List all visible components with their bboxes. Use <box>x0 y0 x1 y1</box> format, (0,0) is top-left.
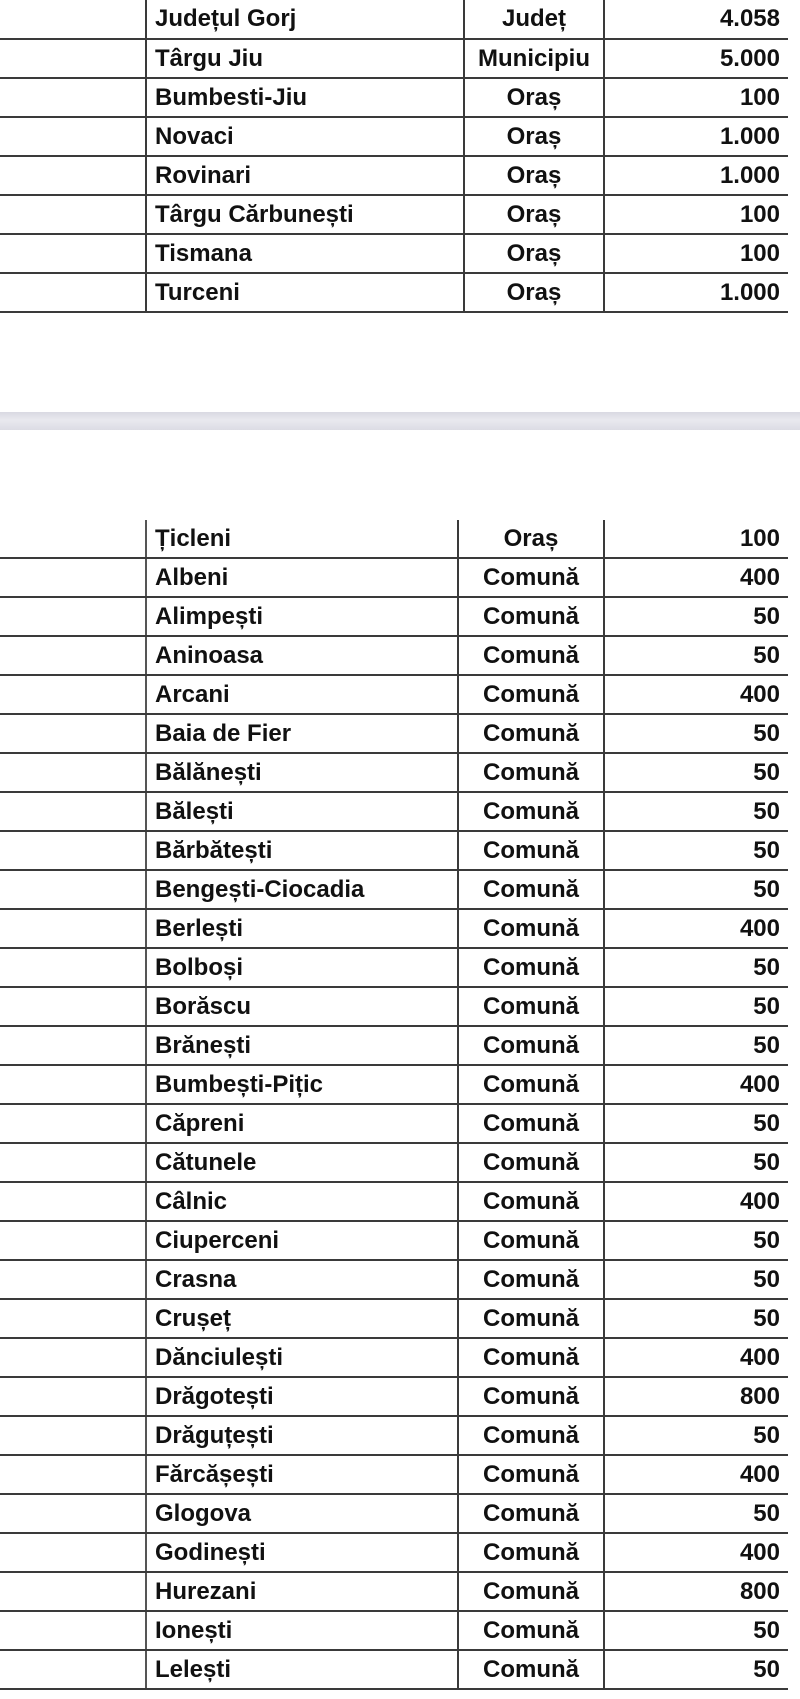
row-margin-cell <box>0 1572 146 1611</box>
row-margin-cell <box>0 1533 146 1572</box>
table-row <box>0 156 788 195</box>
allocation-value-cell: 400 <box>604 1182 788 1221</box>
document-page-top <box>0 0 800 318</box>
allocation-value-cell: 400 <box>604 675 788 714</box>
allocation-value-cell: 400 <box>604 909 788 948</box>
locality-type-cell: Oraș <box>464 117 604 156</box>
table-row <box>0 636 788 675</box>
locality-type-cell: Comună <box>458 558 604 597</box>
table-row <box>0 273 788 312</box>
locality-type-cell: Comună <box>458 1494 604 1533</box>
table-row <box>0 1338 788 1377</box>
row-margin-cell <box>0 792 146 831</box>
locality-type-cell: Comună <box>458 948 604 987</box>
row-margin-cell <box>0 987 146 1026</box>
locality-type-cell: Comună <box>458 1572 604 1611</box>
allocation-value-cell: 50 <box>604 1260 788 1299</box>
allocation-value-cell: 4.058 <box>604 0 788 39</box>
locality-name-cell: Turceni <box>146 273 464 312</box>
locality-name-cell: Rovinari <box>146 156 464 195</box>
table-row <box>0 520 788 558</box>
table-row <box>0 714 788 753</box>
table-row <box>0 1494 788 1533</box>
allocation-table-bottom <box>0 520 788 1690</box>
allocation-value-cell: 50 <box>604 1143 788 1182</box>
row-margin-cell <box>0 78 146 117</box>
row-margin-cell <box>0 1143 146 1182</box>
locality-type-cell: Comună <box>458 1455 604 1494</box>
table-row <box>0 1455 788 1494</box>
page-separator <box>0 412 800 430</box>
row-margin-cell <box>0 1065 146 1104</box>
row-margin-cell <box>0 273 146 312</box>
locality-name-cell: Bolboși <box>146 948 458 987</box>
table-row <box>0 1143 788 1182</box>
locality-name-cell: Baia de Fier <box>146 714 458 753</box>
locality-type-cell: Comună <box>458 714 604 753</box>
locality-type-cell: Comună <box>458 1299 604 1338</box>
allocation-value-cell: 1.000 <box>604 156 788 195</box>
locality-name-cell: Fărcășești <box>146 1455 458 1494</box>
row-margin-cell <box>0 1377 146 1416</box>
locality-type-cell: Comună <box>458 1533 604 1572</box>
table-row <box>0 1533 788 1572</box>
locality-name-cell: Drăguțești <box>146 1416 458 1455</box>
locality-name-cell: Județul Gorj <box>146 0 464 39</box>
row-margin-cell <box>0 1299 146 1338</box>
allocation-value-cell: 50 <box>604 870 788 909</box>
table-row <box>0 909 788 948</box>
allocation-value-cell: 50 <box>604 1611 788 1650</box>
allocation-value-cell: 400 <box>604 1338 788 1377</box>
locality-type-cell: Comună <box>458 1611 604 1650</box>
locality-type-cell: Oraș <box>464 195 604 234</box>
row-margin-cell <box>0 0 146 39</box>
table-row <box>0 117 788 156</box>
locality-type-cell: Comună <box>458 1377 604 1416</box>
table-row <box>0 597 788 636</box>
locality-name-cell: Ciuperceni <box>146 1221 458 1260</box>
locality-name-cell: Novaci <box>146 117 464 156</box>
locality-name-cell: Berlești <box>146 909 458 948</box>
allocation-value-cell: 400 <box>604 1065 788 1104</box>
allocation-value-cell: 50 <box>604 1416 788 1455</box>
allocation-value-cell: 1.000 <box>604 273 788 312</box>
locality-type-cell: Comună <box>458 831 604 870</box>
locality-name-cell: Drăgotești <box>146 1377 458 1416</box>
locality-name-cell: Câlnic <box>146 1182 458 1221</box>
locality-type-cell: Comună <box>458 1260 604 1299</box>
locality-type-cell: Municipiu <box>464 39 604 78</box>
table-row <box>0 753 788 792</box>
locality-name-cell: Bălești <box>146 792 458 831</box>
allocation-value-cell: 50 <box>604 987 788 1026</box>
row-margin-cell <box>0 1182 146 1221</box>
locality-name-cell: Bumbești-Pițic <box>146 1065 458 1104</box>
locality-name-cell: Bălănești <box>146 753 458 792</box>
table-row <box>0 1377 788 1416</box>
locality-name-cell: Târgu Jiu <box>146 39 464 78</box>
row-margin-cell <box>0 675 146 714</box>
locality-name-cell: Ionești <box>146 1611 458 1650</box>
allocation-value-cell: 400 <box>604 1455 788 1494</box>
row-margin-cell <box>0 1611 146 1650</box>
row-margin-cell <box>0 597 146 636</box>
locality-name-cell: Cătunele <box>146 1143 458 1182</box>
locality-type-cell: Comună <box>458 1182 604 1221</box>
allocation-value-cell: 50 <box>604 1026 788 1065</box>
allocation-value-cell: 400 <box>604 1533 788 1572</box>
table-row <box>0 39 788 78</box>
allocation-table-top <box>0 0 788 313</box>
row-margin-cell <box>0 1104 146 1143</box>
allocation-value-cell: 50 <box>604 753 788 792</box>
table-row <box>0 558 788 597</box>
locality-type-cell: Comună <box>458 1221 604 1260</box>
table-row <box>0 0 788 39</box>
document-page-bottom <box>0 520 800 1699</box>
locality-name-cell: Crușeț <box>146 1299 458 1338</box>
locality-type-cell: Comună <box>458 753 604 792</box>
row-margin-cell <box>0 753 146 792</box>
locality-type-cell: Oraș <box>464 78 604 117</box>
locality-type-cell: Comună <box>458 1026 604 1065</box>
allocation-value-cell: 1.000 <box>604 117 788 156</box>
table-row <box>0 1221 788 1260</box>
row-margin-cell <box>0 636 146 675</box>
row-margin-cell <box>0 39 146 78</box>
locality-name-cell: Bărbătești <box>146 831 458 870</box>
locality-type-cell: Comună <box>458 1338 604 1377</box>
locality-name-cell: Crasna <box>146 1260 458 1299</box>
table-row <box>0 1260 788 1299</box>
table-row <box>0 675 788 714</box>
allocation-value-cell: 50 <box>604 1650 788 1689</box>
allocation-value-cell: 800 <box>604 1377 788 1416</box>
allocation-value-cell: 50 <box>604 1104 788 1143</box>
locality-type-cell: Comună <box>458 1416 604 1455</box>
locality-type-cell: Comună <box>458 597 604 636</box>
table-row <box>0 1104 788 1143</box>
locality-name-cell: Hurezani <box>146 1572 458 1611</box>
allocation-value-cell: 50 <box>604 831 788 870</box>
table-row <box>0 1650 788 1689</box>
locality-name-cell: Arcani <box>146 675 458 714</box>
row-margin-cell <box>0 1338 146 1377</box>
locality-name-cell: Târgu Cărbunești <box>146 195 464 234</box>
table-row <box>0 1611 788 1650</box>
row-margin-cell <box>0 831 146 870</box>
row-margin-cell <box>0 714 146 753</box>
locality-type-cell: Oraș <box>464 273 604 312</box>
allocation-value-cell: 50 <box>604 948 788 987</box>
locality-name-cell: Godinești <box>146 1533 458 1572</box>
locality-type-cell: Comună <box>458 1650 604 1689</box>
locality-type-cell: Comună <box>458 987 604 1026</box>
allocation-value-cell: 800 <box>604 1572 788 1611</box>
locality-type-cell: Comună <box>458 636 604 675</box>
row-margin-cell <box>0 1221 146 1260</box>
allocation-value-cell: 100 <box>604 195 788 234</box>
row-margin-cell <box>0 1650 146 1689</box>
locality-name-cell: Aninoasa <box>146 636 458 675</box>
locality-name-cell: Căpreni <box>146 1104 458 1143</box>
table-row <box>0 1065 788 1104</box>
locality-type-cell: Comună <box>458 1065 604 1104</box>
allocation-value-cell: 5.000 <box>604 39 788 78</box>
table-row <box>0 831 788 870</box>
table-row <box>0 987 788 1026</box>
table-row <box>0 792 788 831</box>
row-margin-cell <box>0 156 146 195</box>
locality-name-cell: Alimpești <box>146 597 458 636</box>
table-row <box>0 948 788 987</box>
locality-type-cell: Comună <box>458 792 604 831</box>
row-margin-cell <box>0 948 146 987</box>
allocation-value-cell: 50 <box>604 792 788 831</box>
locality-type-cell: Oraș <box>458 520 604 558</box>
allocation-value-cell: 50 <box>604 597 788 636</box>
locality-type-cell: Județ <box>464 0 604 39</box>
locality-type-cell: Oraș <box>464 156 604 195</box>
locality-type-cell: Comună <box>458 1143 604 1182</box>
locality-type-cell: Comună <box>458 675 604 714</box>
allocation-value-cell: 50 <box>604 714 788 753</box>
row-margin-cell <box>0 870 146 909</box>
locality-name-cell: Bumbesti-Jiu <box>146 78 464 117</box>
row-margin-cell <box>0 520 146 558</box>
row-margin-cell <box>0 117 146 156</box>
table-row <box>0 78 788 117</box>
allocation-value-cell: 100 <box>604 520 788 558</box>
locality-type-cell: Comună <box>458 870 604 909</box>
row-margin-cell <box>0 234 146 273</box>
locality-type-cell: Oraș <box>464 234 604 273</box>
allocation-value-cell: 400 <box>604 558 788 597</box>
table-row <box>0 1572 788 1611</box>
allocation-value-cell: 100 <box>604 234 788 273</box>
row-margin-cell <box>0 1416 146 1455</box>
locality-name-cell: Lelești <box>146 1650 458 1689</box>
locality-name-cell: Dănciulești <box>146 1338 458 1377</box>
locality-name-cell: Țicleni <box>146 520 458 558</box>
locality-name-cell: Tismana <box>146 234 464 273</box>
locality-name-cell: Brănești <box>146 1026 458 1065</box>
table-row <box>0 870 788 909</box>
row-margin-cell <box>0 195 146 234</box>
table-row <box>0 195 788 234</box>
row-margin-cell <box>0 1494 146 1533</box>
allocation-value-cell: 50 <box>604 1299 788 1338</box>
locality-name-cell: Glogova <box>146 1494 458 1533</box>
locality-name-cell: Bengești-Ciocadia <box>146 870 458 909</box>
table-row <box>0 234 788 273</box>
locality-name-cell: Albeni <box>146 558 458 597</box>
row-margin-cell <box>0 1026 146 1065</box>
table-row <box>0 1182 788 1221</box>
row-margin-cell <box>0 1455 146 1494</box>
table-row <box>0 1026 788 1065</box>
locality-type-cell: Comună <box>458 909 604 948</box>
locality-type-cell: Comună <box>458 1104 604 1143</box>
row-margin-cell <box>0 909 146 948</box>
row-margin-cell <box>0 558 146 597</box>
allocation-value-cell: 100 <box>604 78 788 117</box>
allocation-value-cell: 50 <box>604 1221 788 1260</box>
table-row <box>0 1299 788 1338</box>
allocation-value-cell: 50 <box>604 636 788 675</box>
row-margin-cell <box>0 1260 146 1299</box>
table-row <box>0 1416 788 1455</box>
allocation-value-cell: 50 <box>604 1494 788 1533</box>
locality-name-cell: Borăscu <box>146 987 458 1026</box>
